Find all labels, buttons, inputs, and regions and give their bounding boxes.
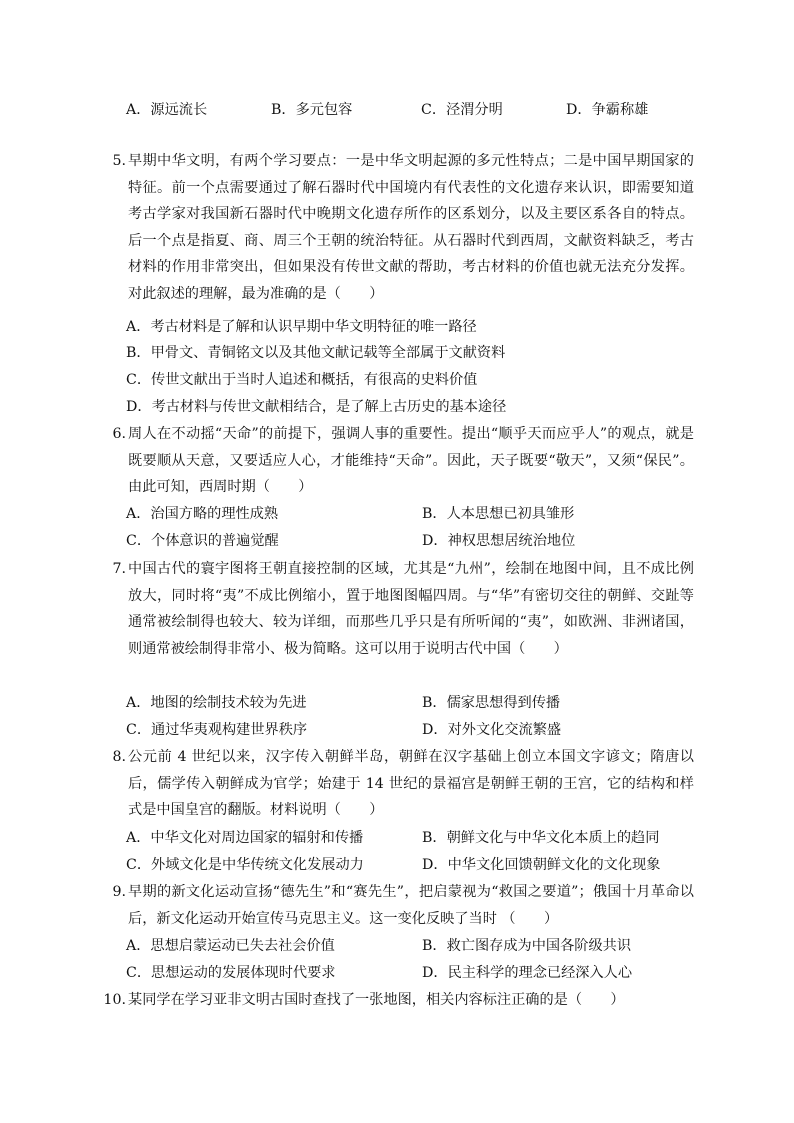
q7-option-c[interactable]: C．通过华夷观构建世界秩序 (126, 722, 308, 738)
question-number: 9. (112, 884, 126, 900)
q8-options-row-2 (126, 852, 696, 879)
q5-option-d[interactable]: D．考古材料与传世文献相结合，是了解上古历史的基本途径 (126, 399, 507, 415)
question-number: 8. (112, 749, 126, 765)
q7-options-row-2 (126, 717, 696, 744)
q7-option-b[interactable]: B．儒家思想得到传播 (422, 695, 561, 711)
q8-option-a[interactable]: A．中华文化对周边国家的辐射和传播 (126, 830, 364, 846)
question-number: 5. (112, 153, 126, 169)
q4-options (126, 98, 726, 122)
q6-options-row-2 (126, 528, 696, 555)
q7-option-d[interactable]: D．对外文化交流繁盛 (422, 722, 562, 738)
question-stem: 中国古代的寰宇图将王朝直接控制的区域，尤其是“九州”，绘制在地图中间，且不成比例放大，同时将“夷”不成比例缩小，置于地图图幅四周。与“华”有密切交往的朝鲜、交趾等通常被绘制得也较大、较为详细，而那些几乎只是有所听闻的“夷”，如欧洲、非洲诸国，则通常被绘制得非常小、极为简略。这可以用于说明古代中国（ ） (128, 561, 694, 657)
q8-option-c[interactable]: C．外域文化是中华传统文化发展动力 (126, 857, 364, 873)
q4-option-b[interactable]: B．多元包容 (271, 102, 353, 118)
question-stem: 某同学在学习亚非文明古国时查找了一张地图，相关内容标注正确的是（ ） (128, 992, 625, 1008)
q9-option-d[interactable]: D．民主科学的理念已经深入人心 (422, 965, 633, 981)
question-number: 10. (103, 992, 126, 1008)
q4-option-a[interactable]: A．源远流长 (126, 102, 208, 118)
q8-option-d[interactable]: D．中华文化回馈朝鲜文化的文化现象 (422, 857, 661, 873)
q8-option-b[interactable]: B．朝鲜文化与中华文化本质上的趋同 (422, 830, 660, 846)
q5-option-a[interactable]: A．考古材料是了解和认识早期中华文明特征的唯一路径 (126, 319, 477, 335)
q7-option-a[interactable]: A．地图的绘制技术较为先进 (126, 695, 307, 711)
question-stem: 公元前 4 世纪以来，汉字传入朝鲜半岛，朝鲜在汉字基础上创立本国文字谚文；隋唐以后，儒学传入朝鲜成为官学；始建于 14 世纪的景福宫是朝鲜王朝的王宫，它的结构和样式是中国皇宫的翻版。材料说明（ ） (128, 749, 694, 818)
q9-options-row-1 (126, 933, 696, 960)
q9-option-b[interactable]: B．救亡图存成为中国各阶级共识 (422, 938, 632, 954)
question-number: 6. (112, 426, 126, 442)
question-number: 7. (112, 561, 126, 577)
q6-options-row-1 (126, 501, 696, 528)
question-stem: 周人在不动摇“天命”的前提下，强调人事的重要性。提出“顺乎天而应乎人”的观点，就是既要顺从天意，又要适应人心，才能维持“天命”。因此，天子既要“敬天”，又须“保民”。由此可知，西周时期（ ） (128, 426, 694, 495)
q9-options-row-2 (126, 960, 696, 987)
q9-option-a[interactable]: A．思想启蒙运动已失去社会价值 (126, 938, 335, 954)
q7-options-row-1 (126, 690, 696, 717)
q6-option-d[interactable]: D．神权思想居统治地位 (422, 533, 576, 549)
q8-options-row-1 (126, 825, 696, 852)
q6-option-c[interactable]: C．个体意识的普遍觉醒 (126, 533, 279, 549)
q9-option-c[interactable]: C．思想运动的发展体现时代要求 (126, 965, 336, 981)
q5-option-c[interactable]: C．传世文献出于当时人追述和概括，有很高的史料价值 (126, 372, 478, 388)
q4-option-c[interactable]: C．泾渭分明 (421, 102, 503, 118)
q6-option-b[interactable]: B．人本思想已初具雏形 (422, 506, 575, 522)
q5-option-b[interactable]: B．甲骨文、青铜铭文以及其他文献记载等全部属于文献资料 (126, 345, 506, 361)
question-stem: 早期的新文化运动宣扬“德先生”和“赛先生”，把启蒙视为“救国之要道”；俄国十月革命以后，新文化运动开始宣传马克思主义。这一变化反映了当时 （ ） (128, 884, 694, 927)
q4-option-d[interactable]: D．争霸称雄 (566, 102, 649, 118)
question-stem: 早期中华文明，有两个学习要点：一是中华文明起源的多元性特点；二是中国早期国家的特征。前一个点需要通过了解石器时代中国境内有代表性的文化遗存来认识，即需要知道考古学家对我国新石器时代中晚期文化遗存所作的区系划分，以及主要区系各自的特点。后一个点是指夏、商、周三个王朝的统治特征。从石器时代到西周，文献资料缺乏，考古材料的作用非常突出，但如果没有传世文献的帮助，考古材料的价值也就无法充分发挥。对此叙述的理解，最为准确的是（ ） (128, 153, 694, 302)
q6-option-a[interactable]: A．治国方略的理性成熟 (126, 506, 279, 522)
